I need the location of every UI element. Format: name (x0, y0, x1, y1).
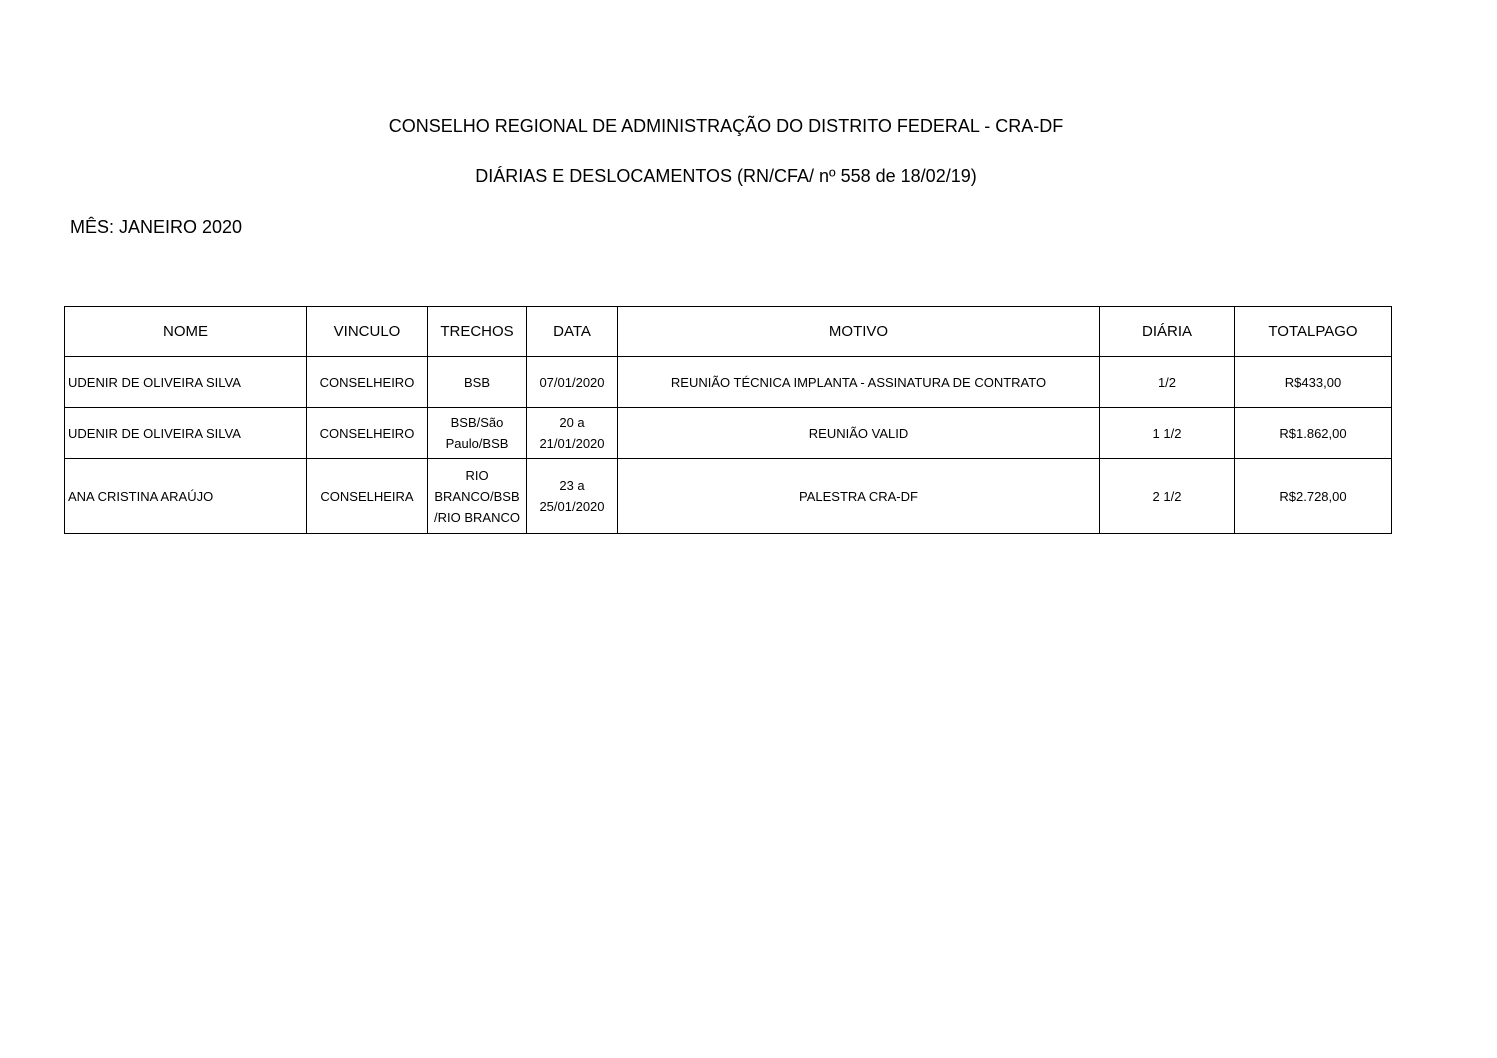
cell-total-pago: R$2.728,00 (1235, 459, 1392, 534)
cell-data (527, 408, 618, 459)
cell-motivo: PALESTRA CRA-DF (618, 459, 1100, 534)
cell-diaria: 1 1/2 (1100, 408, 1235, 459)
cell-data (527, 357, 618, 408)
table-row (65, 459, 1392, 534)
cell-vinculo: CONSELHEIRO (307, 357, 428, 408)
column-header-diaria: DIÁRIA (1100, 307, 1235, 357)
cell-line: 25/01/2020 (539, 499, 605, 514)
cell-line: Paulo/BSB (445, 436, 509, 451)
cell-data (527, 459, 618, 534)
cell-diaria: 1/2 (1100, 357, 1235, 408)
cell-total-pago: R$1.862,00 (1235, 408, 1392, 459)
column-header-total-pago: TOTALPAGO (1235, 307, 1392, 357)
cell-motivo: REUNIÃO VALID (618, 408, 1100, 459)
cell-nome: UDENIR DE OLIVEIRA SILVA (65, 408, 307, 459)
table-row (65, 408, 1392, 459)
cell-motivo: REUNIÃO TÉCNICA IMPLANTA - ASSINATURA DE CONTRATO (618, 357, 1100, 408)
cell-line: 20 a (559, 415, 585, 430)
cell-line: 23 a (559, 478, 585, 493)
column-header-nome: NOME (65, 307, 307, 357)
column-header-data: DATA (527, 307, 618, 357)
table-row (65, 357, 1392, 408)
cell-line: 21/01/2020 (539, 436, 605, 451)
cell-line: BSB (463, 374, 490, 390)
cell-vinculo: CONSELHEIRO (307, 408, 428, 459)
cell-nome: ANA CRISTINA ARAÚJO (65, 459, 307, 534)
cell-vinculo: CONSELHEIRA (307, 459, 428, 534)
cell-nome: UDENIR DE OLIVEIRA SILVA (65, 357, 307, 408)
table-header-row (65, 307, 1392, 357)
cell-line: /RIO BRANCO (434, 509, 520, 525)
cell-line: 07/01/2020 (539, 374, 605, 390)
cell-diaria: 2 1/2 (1100, 459, 1235, 534)
cell-total-pago: R$433,00 (1235, 357, 1392, 408)
document-subtitle: DIÁRIAS E DESLOCAMENTOS (RN/CFA/ nº 558 de 18/02/19) (475, 166, 977, 186)
column-header-vinculo: VINCULO (307, 307, 428, 357)
cell-trechos (428, 459, 527, 534)
travel-expenses-table (64, 306, 1392, 534)
cell-line: BSB/São (450, 415, 504, 430)
document-title: CONSELHO REGIONAL DE ADMINISTRAÇÃO DO DISTRITO FEDERAL - CRA-DF (388, 116, 1064, 136)
month-label: MÊS: JANEIRO 2020 (70, 217, 243, 237)
column-header-trechos: TRECHOS (428, 307, 527, 357)
cell-trechos (428, 408, 527, 459)
cell-line: RIO (465, 467, 489, 483)
column-header-motivo: MOTIVO (618, 307, 1100, 357)
cell-line: BRANCO/BSB (434, 488, 520, 504)
cell-trechos (428, 357, 527, 408)
